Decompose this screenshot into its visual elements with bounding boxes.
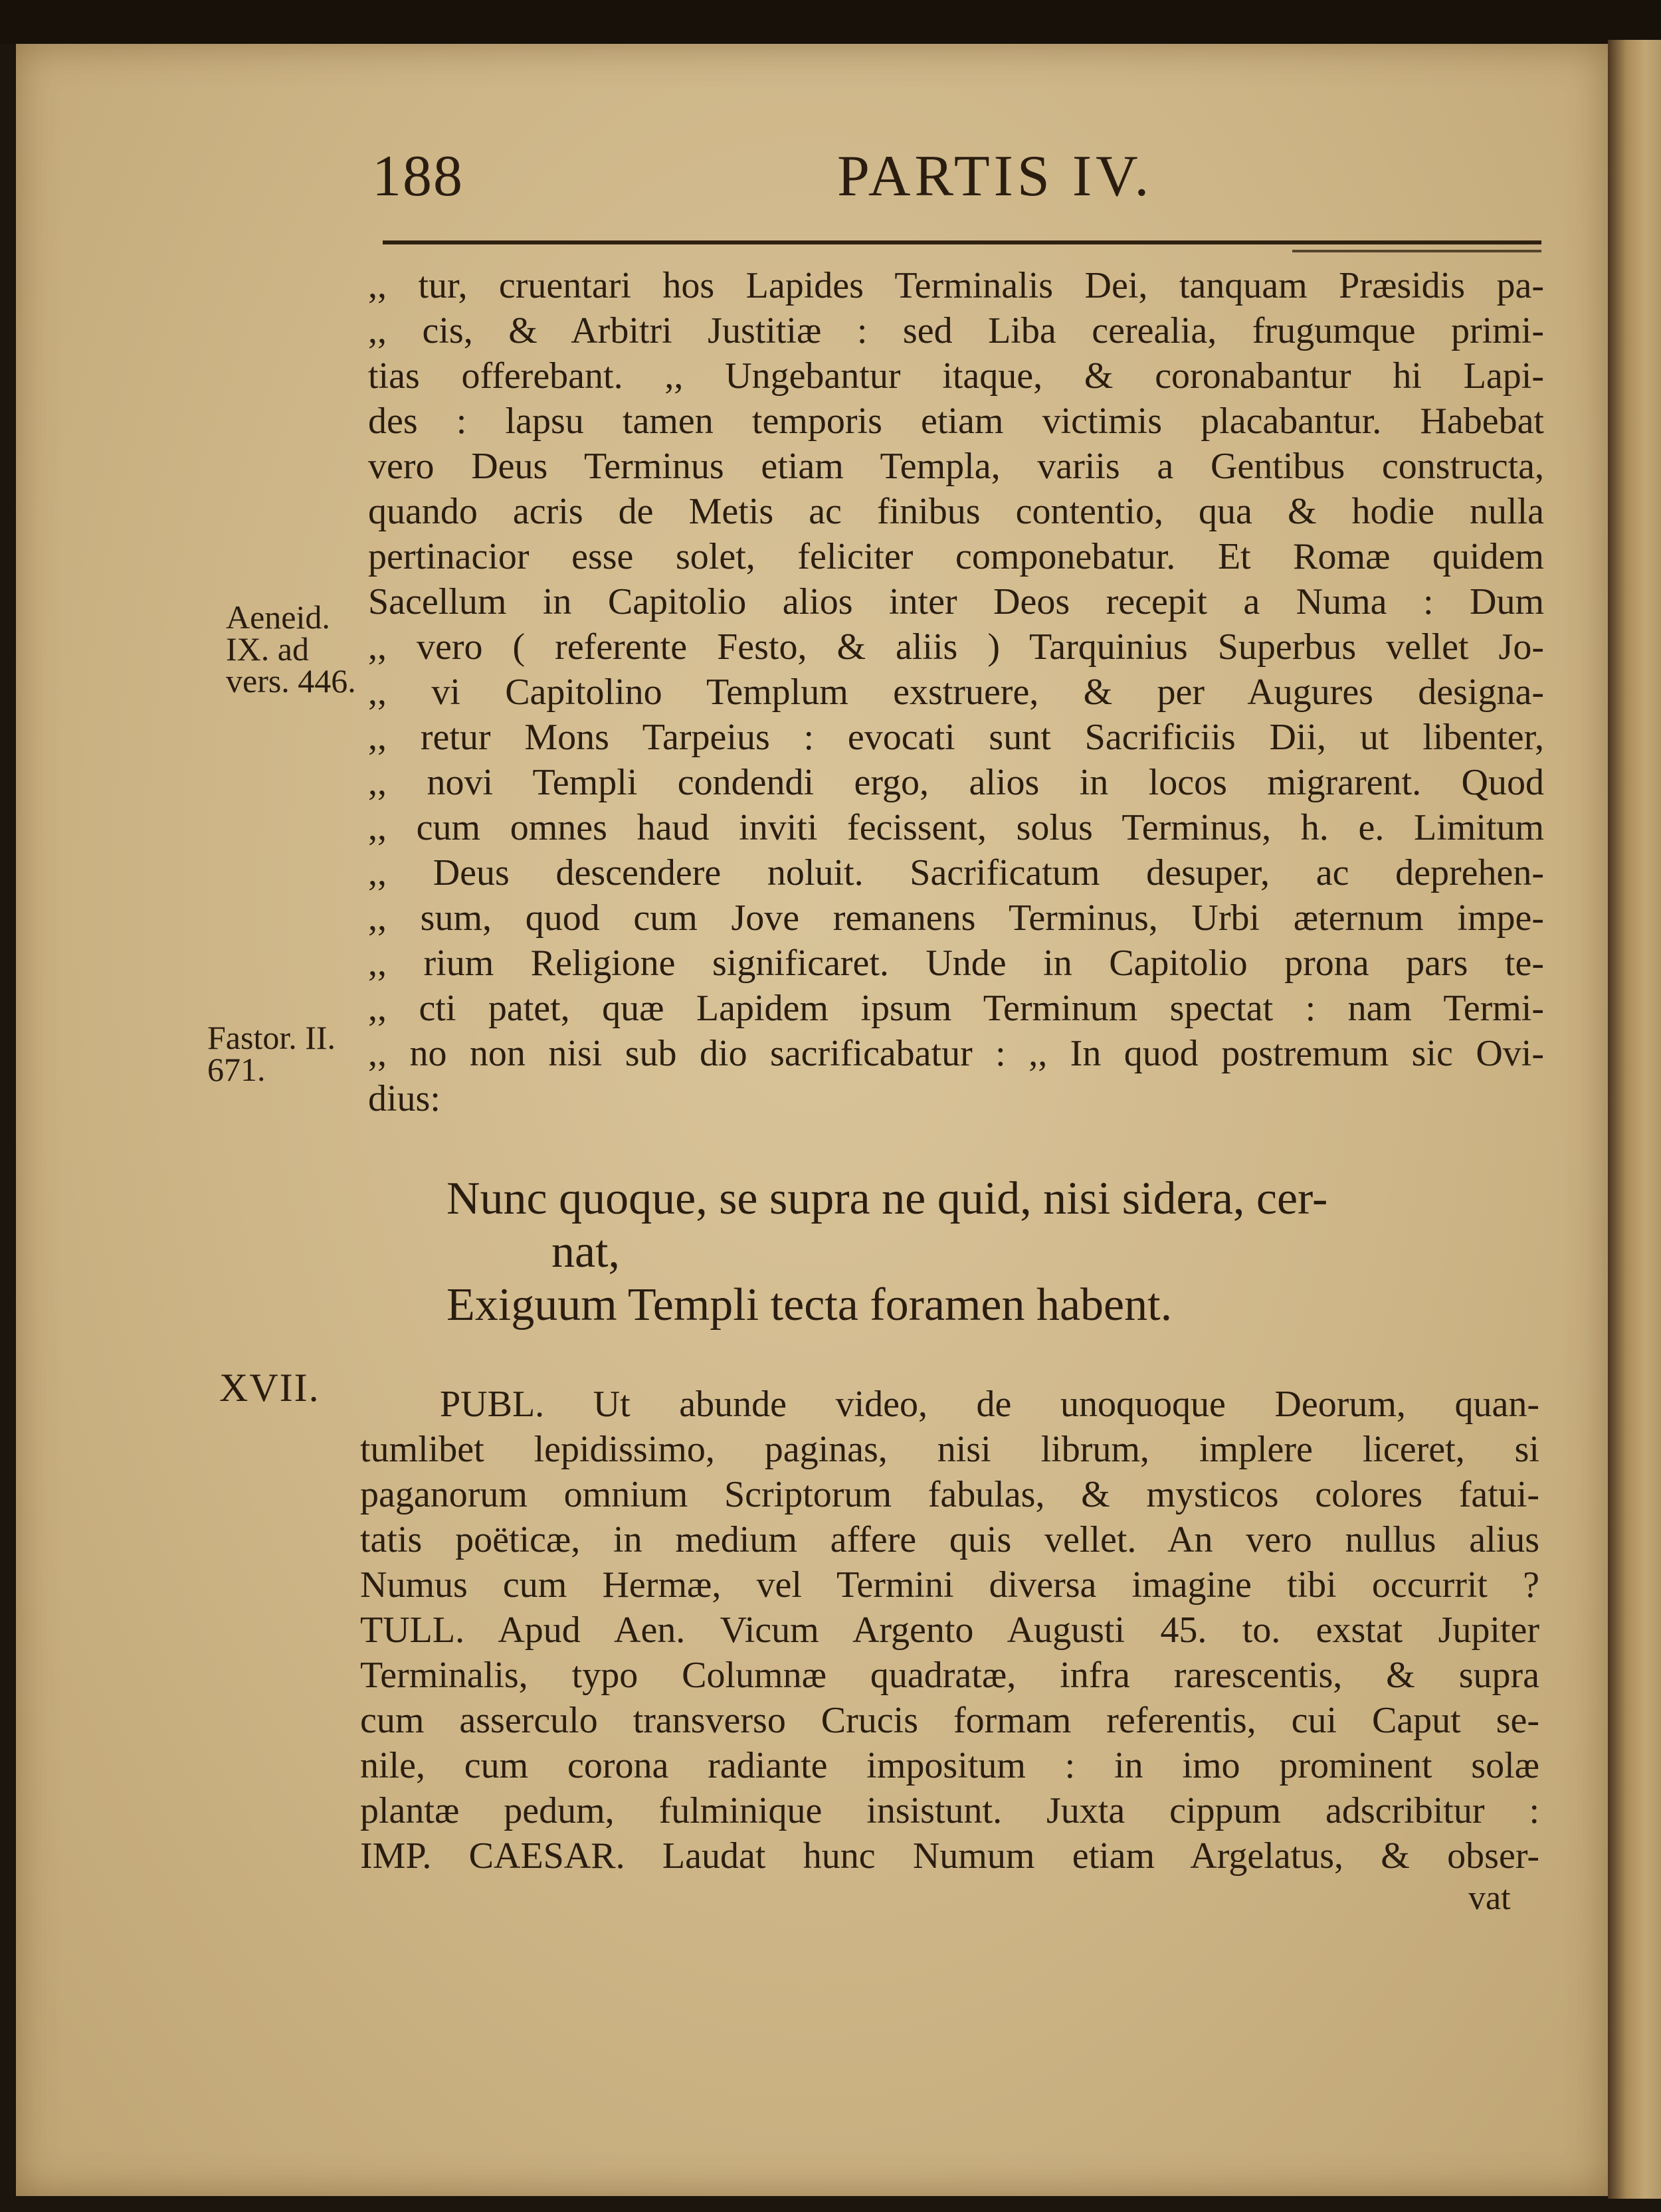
verse-line-1: Nunc quoque, se supra ne quid, nisi sidera, cer- [446, 1173, 1328, 1224]
top-shadow [0, 0, 1661, 44]
text-line: quando acris de Metis ac finibus contentio, qua & hodie nulla [368, 491, 1544, 532]
margin-note-fastor [207, 1019, 336, 1088]
header-rule [383, 240, 1541, 244]
verse-line-2: nat, [551, 1226, 621, 1277]
text-line: ,, Deus descendere noluit. Sacrificatum desuper, ac deprehen- [368, 852, 1544, 893]
page-number: 188 [372, 144, 464, 209]
paragraph-2 [360, 1382, 1539, 1879]
text-line: tatis poëticæ, in medium affere quis vellet. An vero nullus alius [360, 1519, 1539, 1560]
text-line: cum asserculo transverso Crucis formam referentis, cui Caput se- [360, 1700, 1539, 1741]
text-line: IMP. CAESAR. Laudat hunc Numum etiam Argelatus, & obser- [360, 1835, 1539, 1877]
margin-line: vers. 446. [226, 662, 356, 699]
text-line: plantæ pedum, fulminique insistunt. Juxta cippum adscribitur : [360, 1790, 1539, 1831]
text-line: ,, retur Mons Tarpeius : evocati sunt Sacrificiis Dii, ut libenter, [368, 717, 1544, 758]
text-line: ,, tur, cruentari hos Lapides Terminalis Dei, tanquam Præsidis pa- [368, 265, 1544, 306]
page-gutter-edge [1608, 40, 1661, 2199]
text-line: ,, cum omnes haud inviti fecissent, solus Terminus, h. e. Limitum [368, 807, 1544, 848]
text-line: tumlibet lepidissimo, paginas, nisi librum, implere liceret, si [360, 1429, 1539, 1470]
text-line: ,, vero ( referente Festo, & aliis ) Tarquinius Superbus vellet Jo- [368, 626, 1544, 668]
text-line: PUBL. Ut abunde video, de unoquoque Deorum, quan- [440, 1384, 1539, 1425]
margin-line: Fastor. II. [207, 1019, 336, 1056]
verse-line-3: Exiguum Templi tecta foramen habent. [446, 1279, 1173, 1331]
text-line: ,, rium Religione significaret. Unde in Capitolio prona pars te- [368, 943, 1544, 984]
section-number: XVII. [219, 1366, 320, 1410]
text-line: Numus cum Hermæ, vel Termini diversa imagine tibi occurrit ? [360, 1564, 1539, 1606]
text-line: pertinacior esse solet, feliciter componebatur. Et Romæ quidem [368, 536, 1544, 577]
text-line: ,, vi Capitolino Templum exstruere, & per Augures designa- [368, 672, 1544, 713]
text-line: ,, no non nisi sub dio sacrificabatur : ,, In quod postremum sic Ovi- [368, 1033, 1544, 1074]
text-line: des : lapsu tamen temporis etiam victimis placabantur. Habebat [368, 401, 1544, 442]
catchword: vat [1468, 1879, 1511, 1917]
text-line: tias offerebant. ,, Ungebantur itaque, & coronabantur hi Lapi- [368, 355, 1544, 397]
text-line: paganorum omnium Scriptorum fabulas, & mysticos colores fatui- [360, 1474, 1539, 1515]
paragraph-1 [368, 263, 1544, 1121]
text-line: ,, cti patet, quæ Lapidem ipsum Terminum spectat : nam Termi- [368, 988, 1544, 1029]
text-line: nile, cum corona radiante impositum : in imo prominent solæ [360, 1745, 1539, 1786]
margin-line: 671. [207, 1051, 266, 1088]
page-header [372, 143, 1561, 216]
text-line: dius: [368, 1078, 440, 1119]
text-line: vero Deus Terminus etiam Templa, variis a Gentibus constructa, [368, 446, 1544, 487]
text-line: ,, sum, quod cum Jove remanens Terminus, Urbi æternum impe- [368, 897, 1544, 939]
text-line: ,, cis, & Arbitri Justitiæ : sed Liba cerealia, frugumque primi- [368, 310, 1544, 351]
text-line: TULL. Apud Aen. Vicum Argento Augusti 45. to. exstat Jupiter [360, 1610, 1539, 1651]
text-line: ,, novi Templi condendi ergo, alios in locos migrarent. Quod [368, 762, 1544, 803]
margin-line: IX. ad [226, 630, 309, 668]
text-line: Sacellum in Capitolio alios inter Deos recepit a Numa : Dum [368, 581, 1544, 622]
header-rule-right [1292, 250, 1541, 252]
margin-line: Aeneid. [226, 599, 330, 636]
margin-note-aeneid [226, 601, 356, 697]
running-head: PARTIS IV. [837, 144, 1153, 209]
text-line: Terminalis, typo Columnæ quadratæ, infra rarescentis, & supra [360, 1655, 1539, 1696]
